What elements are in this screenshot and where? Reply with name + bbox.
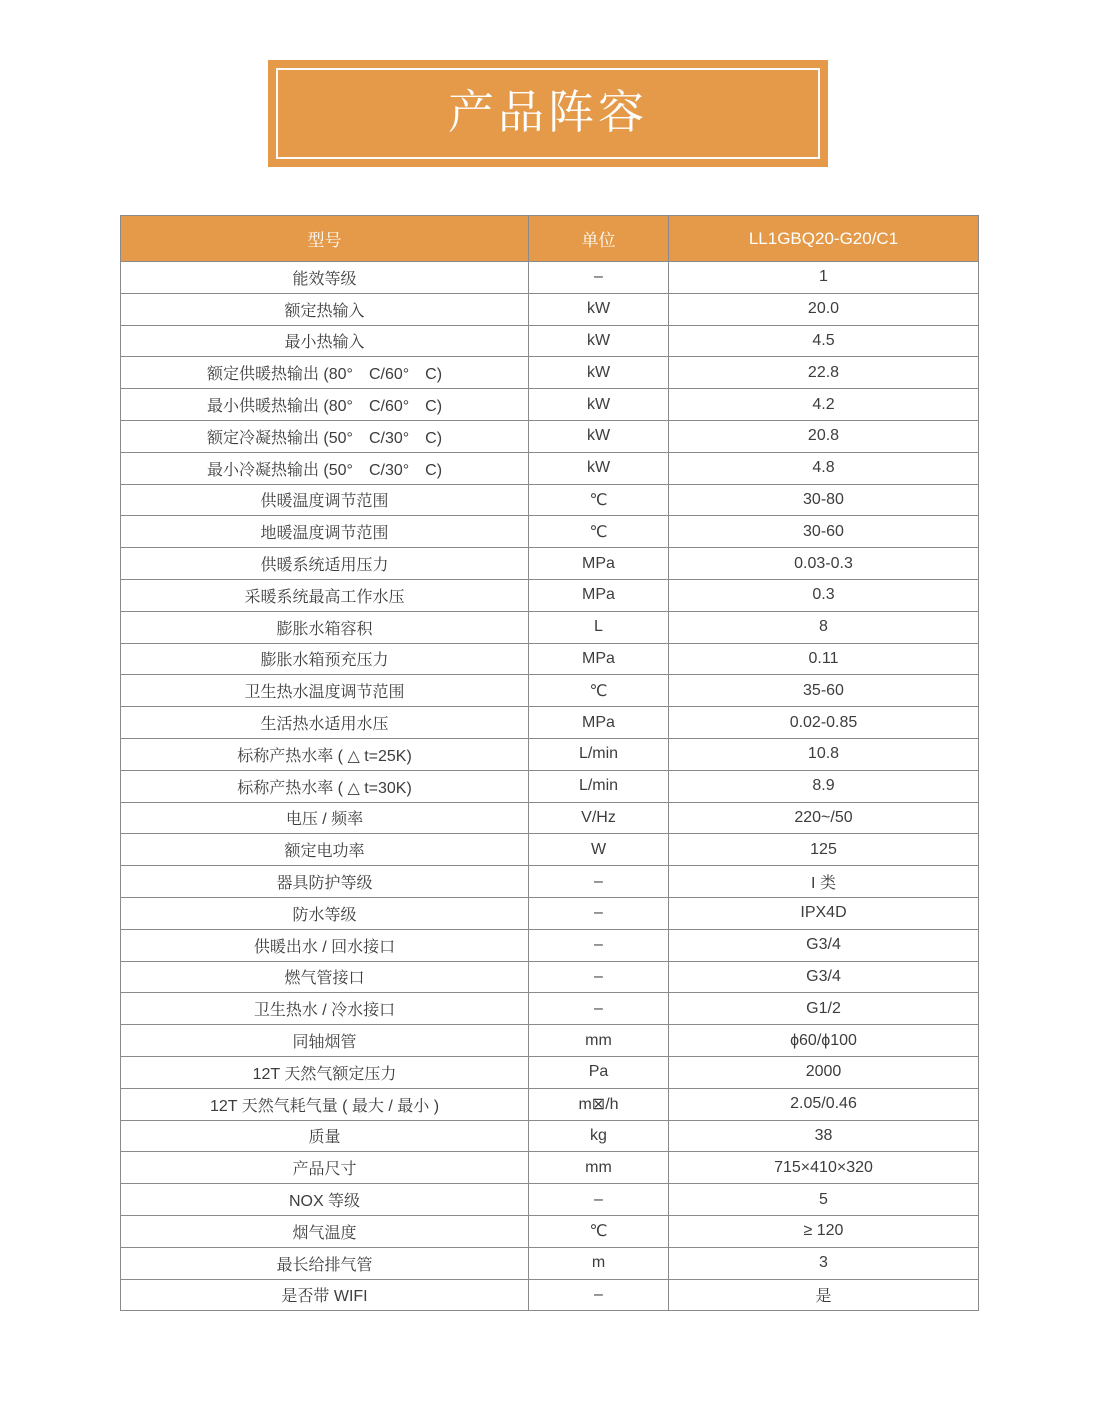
table-row — [121, 929, 979, 961]
cell-value: ϕ60/ϕ100 — [669, 1025, 979, 1057]
cell-unit: kW — [529, 325, 669, 357]
header-model-number: LL1GBQ20-G20/C1 — [669, 216, 979, 262]
cell-label: 标称产热水率 ( △ t=30K) — [121, 770, 529, 802]
cell-label: 供暖系统适用压力 — [121, 548, 529, 580]
cell-unit: MPa — [529, 579, 669, 611]
cell-unit: – — [529, 866, 669, 898]
cell-value: 是 — [669, 1279, 979, 1311]
table-row — [121, 738, 979, 770]
cell-label: 12T 天然气额定压力 — [121, 1056, 529, 1088]
cell-unit: L/min — [529, 738, 669, 770]
cell-label: 产品尺寸 — [121, 1152, 529, 1184]
cell-label: 是否带 WIFI — [121, 1279, 529, 1311]
cell-value: 20.0 — [669, 293, 979, 325]
cell-value: 8.9 — [669, 770, 979, 802]
cell-label: 质量 — [121, 1120, 529, 1152]
cell-unit: MPa — [529, 707, 669, 739]
table-row — [121, 389, 979, 421]
table-row — [121, 1088, 979, 1120]
table-row — [121, 961, 979, 993]
table-row — [121, 770, 979, 802]
cell-value: G3/4 — [669, 929, 979, 961]
table-row — [121, 866, 979, 898]
cell-value: 125 — [669, 834, 979, 866]
cell-value: 22.8 — [669, 357, 979, 389]
table-row — [121, 1152, 979, 1184]
table-row — [121, 1247, 979, 1279]
cell-label: 地暖温度调节范围 — [121, 516, 529, 548]
cell-label: NOX 等级 — [121, 1184, 529, 1216]
cell-unit: mm — [529, 1152, 669, 1184]
cell-value: 30-60 — [669, 516, 979, 548]
cell-value: ≥ 120 — [669, 1215, 979, 1247]
cell-unit: – — [529, 897, 669, 929]
cell-label: 供暖出水 / 回水接口 — [121, 929, 529, 961]
cell-unit: MPa — [529, 643, 669, 675]
cell-value: 38 — [669, 1120, 979, 1152]
cell-unit: kW — [529, 420, 669, 452]
cell-value: 0.02-0.85 — [669, 707, 979, 739]
cell-unit: ℃ — [529, 516, 669, 548]
cell-unit: – — [529, 1184, 669, 1216]
table-row — [121, 548, 979, 580]
cell-value: I 类 — [669, 866, 979, 898]
cell-value: 4.2 — [669, 389, 979, 421]
cell-value: G1/2 — [669, 993, 979, 1025]
table-row — [121, 834, 979, 866]
table-row — [121, 325, 979, 357]
cell-unit: ℃ — [529, 675, 669, 707]
cell-value: 4.8 — [669, 452, 979, 484]
cell-unit: ℃ — [529, 484, 669, 516]
spec-table-header — [121, 216, 979, 262]
cell-value: 2000 — [669, 1056, 979, 1088]
table-row — [121, 1184, 979, 1216]
cell-label: 12T 天然气耗气量 ( 最大 / 最小 ) — [121, 1088, 529, 1120]
cell-unit: kW — [529, 452, 669, 484]
cell-unit: – — [529, 929, 669, 961]
cell-label: 电压 / 频率 — [121, 802, 529, 834]
cell-unit: kW — [529, 357, 669, 389]
page-title: 产品阵容 — [448, 85, 648, 138]
cell-value: 30-80 — [669, 484, 979, 516]
cell-label: 采暖系统最高工作水压 — [121, 579, 529, 611]
cell-label: 同轴烟管 — [121, 1025, 529, 1057]
cell-unit: mm — [529, 1025, 669, 1057]
cell-label: 最小热输入 — [121, 325, 529, 357]
table-row — [121, 420, 979, 452]
cell-label: 卫生热水温度调节范围 — [121, 675, 529, 707]
cell-value: 0.3 — [669, 579, 979, 611]
cell-label: 最长给排气管 — [121, 1247, 529, 1279]
cell-label: 额定热输入 — [121, 293, 529, 325]
cell-label: 燃气管接口 — [121, 961, 529, 993]
cell-unit: kg — [529, 1120, 669, 1152]
cell-value: 0.11 — [669, 643, 979, 675]
header-model-column: 型号 — [121, 216, 529, 262]
table-row — [121, 1215, 979, 1247]
cell-label: 膨胀水箱预充压力 — [121, 643, 529, 675]
cell-unit: Pa — [529, 1056, 669, 1088]
cell-value: 8 — [669, 611, 979, 643]
cell-label: 防水等级 — [121, 897, 529, 929]
cell-unit: W — [529, 834, 669, 866]
cell-value: 5 — [669, 1184, 979, 1216]
cell-label: 标称产热水率 ( △ t=25K) — [121, 738, 529, 770]
table-row — [121, 643, 979, 675]
table-row — [121, 357, 979, 389]
cell-value: 715×410×320 — [669, 1152, 979, 1184]
cell-value: 3 — [669, 1247, 979, 1279]
cell-label: 生活热水适用水压 — [121, 707, 529, 739]
cell-label: 膨胀水箱容积 — [121, 611, 529, 643]
table-row — [121, 897, 979, 929]
cell-value: 4.5 — [669, 325, 979, 357]
cell-unit: L/min — [529, 770, 669, 802]
table-row — [121, 452, 979, 484]
header-row — [121, 216, 979, 262]
cell-label: 卫生热水 / 冷水接口 — [121, 993, 529, 1025]
table-row — [121, 1120, 979, 1152]
table-row — [121, 579, 979, 611]
table-row — [121, 1279, 979, 1311]
cell-label: 供暖温度调节范围 — [121, 484, 529, 516]
table-row — [121, 675, 979, 707]
cell-value: 1 — [669, 262, 979, 294]
cell-unit: kW — [529, 293, 669, 325]
cell-value: 20.8 — [669, 420, 979, 452]
cell-unit: – — [529, 262, 669, 294]
cell-label: 最小供暖热输出 (80° C/60° C) — [121, 389, 529, 421]
spec-table-body — [121, 262, 979, 1311]
cell-label: 烟气温度 — [121, 1215, 529, 1247]
cell-unit: ℃ — [529, 1215, 669, 1247]
cell-label: 最小冷凝热输出 (50° C/30° C) — [121, 452, 529, 484]
cell-label: 额定冷凝热输出 (50° C/30° C) — [121, 420, 529, 452]
table-row — [121, 484, 979, 516]
table-row — [121, 262, 979, 294]
table-row — [121, 993, 979, 1025]
cell-value: 35-60 — [669, 675, 979, 707]
cell-value: 0.03-0.3 — [669, 548, 979, 580]
cell-unit: kW — [529, 389, 669, 421]
cell-label: 器具防护等级 — [121, 866, 529, 898]
title-banner — [268, 60, 828, 167]
cell-unit: MPa — [529, 548, 669, 580]
cell-label: 额定供暖热输出 (80° C/60° C) — [121, 357, 529, 389]
cell-unit: m⊠/h — [529, 1088, 669, 1120]
cell-unit: – — [529, 961, 669, 993]
table-row — [121, 611, 979, 643]
cell-unit: m — [529, 1247, 669, 1279]
cell-unit: – — [529, 993, 669, 1025]
spec-table — [120, 215, 979, 1311]
cell-unit: V/Hz — [529, 802, 669, 834]
cell-label: 额定电功率 — [121, 834, 529, 866]
table-row — [121, 516, 979, 548]
header-unit-column: 单位 — [529, 216, 669, 262]
table-row — [121, 293, 979, 325]
cell-value: 2.05/0.46 — [669, 1088, 979, 1120]
table-row — [121, 1056, 979, 1088]
table-row — [121, 707, 979, 739]
cell-value: G3/4 — [669, 961, 979, 993]
table-row — [121, 1025, 979, 1057]
cell-value: IPX4D — [669, 897, 979, 929]
cell-label: 能效等级 — [121, 262, 529, 294]
cell-value: 10.8 — [669, 738, 979, 770]
cell-value: 220~/50 — [669, 802, 979, 834]
cell-unit: L — [529, 611, 669, 643]
cell-unit: – — [529, 1279, 669, 1311]
table-row — [121, 802, 979, 834]
